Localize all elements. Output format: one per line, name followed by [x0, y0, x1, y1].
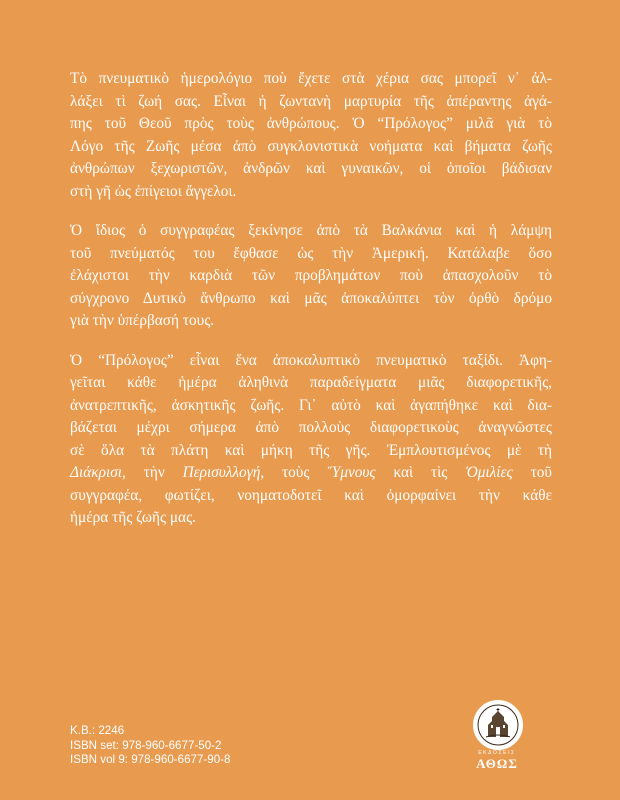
text-line: βάζεται μέχρι σήμερα ἀπὸ πολλοὺς διαφορετικοὺς ἀναγνῶστες	[70, 419, 552, 436]
paragraph-1	[70, 68, 552, 203]
paragraph-2	[70, 220, 552, 333]
text-line: Τὸ πνευματικὸ ἡμερολόγιο ποὺ ἔχετε στὰ χέρια σας μπορεῖ ν᾽ ἀλ-	[70, 70, 552, 87]
publisher-name: ΑΘΩΣ	[476, 756, 518, 771]
text-line: Ὁ ἴδιος ὁ συγγραφέας ξεκίνησε ἀπὸ τὰ Βαλκάνια καὶ ἡ λάμψη	[70, 222, 552, 239]
text-line: λάξει τὶ ζωή σας. Εἶναι ἡ ζωντανὴ μαρτυρία τῆς ἀπέραντης ἀγά-	[70, 92, 552, 110]
title-diakrisi: Διάκρισι	[70, 464, 122, 481]
text-line: τοῦ πνεύματός του ἔφθασε ὡς τὴν Ἀμερική. Κατάλαβε ὅσο	[70, 244, 552, 262]
text-line: στὴ γῆ ὡς ἐπίγειοι ἄγγελοι.	[70, 182, 237, 200]
text-line: Ὁ “Πρόλογος” εἶναι ἕνα ἀποκαλυπτικὸ πνευματικὸ ταξίδι. Ἀφη-	[70, 351, 552, 369]
text-line: ἡμέρα τῆς ζωῆς μας.	[70, 509, 196, 526]
publisher-logo	[467, 700, 529, 772]
text-line: σύγχρονο Δυτικὸ ἄνθρωπο καὶ μᾶς ἀποκαλύπτει τὸν ὀρθὸ δρόμο	[70, 289, 552, 307]
text-line: γεῖται κάθε ἡμέρα ἀληθινὰ παραδείγματα μιᾶς διαφορετικῆς,	[70, 374, 552, 391]
text-fragment: , τὴν	[122, 464, 183, 481]
text-fragment: , τοὺς	[260, 464, 328, 481]
text-line: ἐλάχιστοι τὴν καρδιὰ τῶν προβλημάτων ποὺ ἀπασχολοῦν τὸ	[70, 267, 552, 284]
monastery-emblem-icon	[473, 700, 523, 750]
text-line: Λόγο τῆς Ζωῆς μέσα ἀπὸ συγκλονιστικὰ νοήματα καὶ βήματα ζωῆς	[70, 137, 552, 155]
text-line: ἀνθρώπων ξεχωριστῶν, ἀνδρῶν καὶ γυναικῶν, οἱ ὁποῖοι βάδισαν	[70, 160, 552, 177]
text-line: ἀνατρεπτικῆς, ἀσκητικῆς ζωῆς. Γι᾽ αὐτὸ καὶ ἀγαπήθηκε καὶ δια-	[70, 396, 552, 414]
isbn-volume: ISBN vol 9: 978-960-6677-90-8	[70, 753, 231, 766]
back-cover-text	[70, 68, 552, 547]
text-line: πης τοῦ Θεοῦ πρὸς τοὺς ἀνθρώπους. Ὁ “Πρόλογος” μιλᾶ γιὰ τὸ	[70, 115, 552, 132]
title-omilies: Ὁμιλίες	[465, 464, 513, 481]
text-line	[70, 462, 552, 485]
isbn-set: ISBN set: 978-960-6677-50-2	[70, 738, 222, 752]
paragraph-3	[70, 350, 552, 530]
text-fragment: τοῦ	[512, 464, 552, 481]
publisher-subtitle: ΕΚΔΟΣΕΙΣ	[478, 750, 516, 756]
catalog-codes	[70, 724, 230, 768]
title-ymnous: Ὕμνους	[327, 464, 376, 481]
text-line: σὲ ὅλα τὰ πλάτη καὶ μήκη τῆς γῆς. Ἐμπλουτισμένος μὲ τὴ	[70, 441, 552, 459]
text-line: συγγραφέα, φωτίζει, νοηματοδοτεῖ καὶ ὀμορφαίνει τὴν κάθε	[70, 486, 552, 504]
text-fragment: καὶ τὶς	[375, 464, 466, 481]
text-line: γιὰ τὴν ὑπέρβασή τους.	[70, 312, 215, 329]
title-perisyllogi: Περισυλλογή	[182, 464, 261, 481]
kb-code: K.B.: 2246	[70, 724, 125, 737]
